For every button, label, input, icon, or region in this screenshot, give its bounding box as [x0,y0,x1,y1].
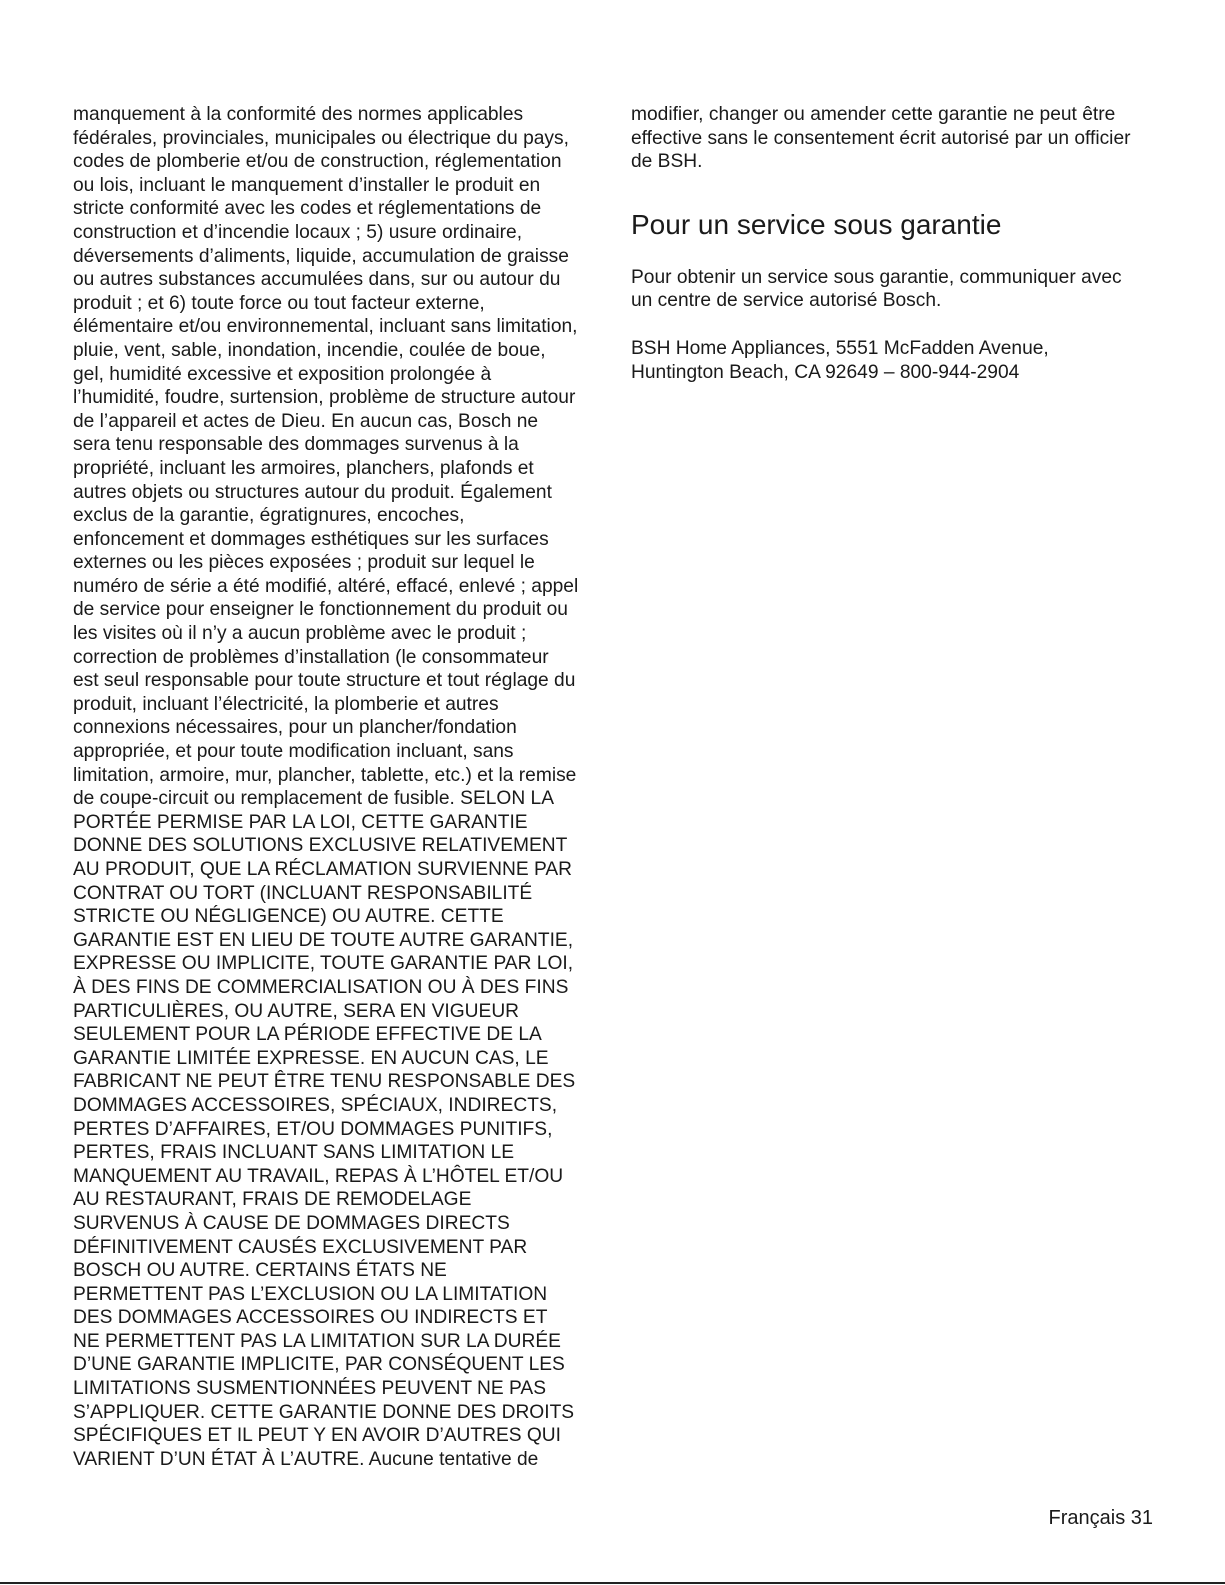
text-line: LIMITATIONS SUSMENTIONNÉES PEUVENT NE PAS [73,1378,547,1400]
text-line: exclus de la garantie, égratignures, encoches, [73,505,465,527]
section-heading: Pour un service sous garantie [631,208,1002,240]
address-paragraph [631,337,1171,384]
text-line: est seul responsable pour toute structure et tout réglage du [73,670,576,692]
text-line: PERTES, FRAIS INCLUANT SANS LIMITATION LE [73,1142,515,1164]
service-paragraph [631,266,1171,313]
bottom-rule [0,1582,1225,1584]
text-line: Pour obtenir un service sous garantie, communiquer avec [631,266,1122,288]
text-line: DES DOMMAGES ACCESSOIRES OU INDIRECTS ET [73,1307,548,1329]
text-line: VARIENT D’UN ÉTAT À L’AUTRE. Aucune tentative de [73,1448,539,1470]
text-line: CONTRAT OU TORT (INCLUANT RESPONSABILITÉ [73,882,533,904]
text-line: enfoncement et dommages esthétiques sur les surfaces [73,528,549,550]
text-line: EXPRESSE OU IMPLICITE, TOUTE GARANTIE PAR LOI, [73,953,574,975]
text-line: SPÉCIFIQUES ET IL PEUT Y EN AVOIR D’AUTRES QUI [73,1425,561,1447]
text-line: connexions nécessaires, pour un plancher/fondation [73,717,517,739]
text-line: DONNE DES SOLUTIONS EXCLUSIVE RELATIVEMENT [73,835,568,857]
text-line: GARANTIE EST EN LIEU DE TOUTE AUTRE GARANTIE, [73,929,574,951]
text-line: un centre de service autorisé Bosch. [631,290,942,312]
text-line: DOMMAGES ACCESSOIRES, SPÉCIAUX, INDIRECTS, [73,1094,558,1116]
text-line: limitation, armoire, mur, plancher, tablette, etc.) et la remise [73,764,577,786]
text-line: gel, humidité excessive et exposition prolongée à [73,363,492,385]
text-line: FABRICANT NE PEUT ÊTRE TENU RESPONSABLE DES [73,1071,576,1093]
text-line: modifier, changer ou amender cette garantie ne peut être [631,104,1116,125]
text-line: SEULEMENT POUR LA PÉRIODE EFFECTIVE DE LA [73,1024,542,1046]
text-line: fédérales, provinciales, municipales ou électrique du pays, [73,127,569,149]
text-line: codes de plomberie et/ou de construction, réglementation [73,151,562,173]
text-line: STRICTE OU NÉGLIGENCE) OU AUTRE. CETTE [73,906,504,928]
text-line: PORTÉE PERMISE PAR LA LOI, CETTE GARANTIE [73,811,528,833]
text-line: PERMETTENT PAS L’EXCLUSION OU LA LIMITATION [73,1283,548,1305]
text-line: de l’appareil et actes de Dieu. En aucun cas, Bosch ne [73,410,539,432]
text-line: effective sans le consentement écrit autorisé par un officier [631,127,1131,149]
text-line: autres objets ou structures autour du produit. Également [73,481,552,503]
text-line: l’humidité, foudre, surtension, problème de structure autour [73,387,576,409]
text-line: numéro de série a été modifié, altéré, effacé, enlevé ; appel [73,575,579,597]
text-line: produit ; et 6) toute force ou tout facteur externe, [73,292,485,314]
text-line: de coupe-circuit ou remplacement de fusible. SELON LA [73,788,554,810]
text-line: DÉFINITIVEMENT CAUSÉS EXCLUSIVEMENT PAR [73,1236,528,1258]
text-line: stricte conformité avec les codes et réglementations de [73,198,542,220]
text-line: manquement à la conformité des normes applicables [73,104,524,125]
text-line: PARTICULIÈRES, OU AUTRE, SERA EN VIGUEUR [73,1000,520,1022]
text-line: BOSCH OU AUTRE. CERTAINS ÉTATS NE [73,1260,447,1282]
text-line: élémentaire et/ou environnemental, incluant sans limitation, [73,316,578,338]
text-line: de service pour enseigner le fonctionnement du produit ou [73,599,568,621]
text-line: S’APPLIQUER. CETTE GARANTIE DONNE DES DROITS [73,1401,575,1423]
text-line: D’UNE GARANTIE IMPLICITE, PAR CONSÉQUENT LES [73,1354,565,1376]
text-line: externes ou les pièces exposées ; produit sur lequel le [73,552,535,574]
text-line: appropriée, et pour toute modification incluant, sans [73,741,514,763]
text-line: MANQUEMENT AU TRAVAIL, REPAS À L’HÔTEL ET/OU [73,1165,564,1187]
text-line: sera tenu responsable des dommages survenus à la [73,434,519,456]
text-line: À DES FINS DE COMMERCIALISATION OU À DES FINS [73,976,569,998]
text-line: BSH Home Appliances, 5551 McFadden Avenue, [631,337,1049,359]
text-line: SURVENUS À CAUSE DE DOMMAGES DIRECTS [73,1212,510,1234]
text-line: construction et d’incendie locaux ; 5) usure ordinaire, [73,221,523,243]
text-line: ou autres substances accumulées dans, sur ou autour du [73,269,561,291]
text-line: PERTES D’AFFAIRES, ET/OU DOMMAGES PUNITIFS, [73,1118,553,1140]
right-column [631,103,1171,384]
text-line: Huntington Beach, CA 92649 – 800-944-2904 [631,361,1020,383]
text-line: pluie, vent, sable, inondation, incendie, coulée de boue, [73,339,546,361]
text-line: les visites où il n’y a aucun problème avec le produit ; [73,623,527,645]
text-line: de BSH. [631,151,703,173]
text-line: NE PERMETTENT PAS LA LIMITATION SUR LA DURÉE [73,1330,561,1352]
text-line: ou lois, incluant le manquement d’installer le produit en [73,174,541,196]
left-column [73,103,603,1471]
text-line: AU RESTAURANT, FRAIS DE REMODELAGE [73,1189,472,1211]
text-line: correction de problèmes d’installation (le consommateur [73,646,549,668]
intro-paragraph [631,103,1171,174]
text-line: produit, incluant l’électricité, la plomberie et autres [73,693,499,715]
text-line: AU PRODUIT, QUE LA RÉCLAMATION SURVIENNE PAR [73,859,572,880]
text-line: GARANTIE LIMITÉE EXPRESSE. EN AUCUN CAS, LE [73,1047,549,1069]
text-line: propriété, incluant les armoires, planchers, plafonds et [73,457,534,479]
text-line: déversements d’aliments, liquide, accumulation de graisse [73,245,569,267]
page-number: Français 31 [1048,1507,1153,1529]
